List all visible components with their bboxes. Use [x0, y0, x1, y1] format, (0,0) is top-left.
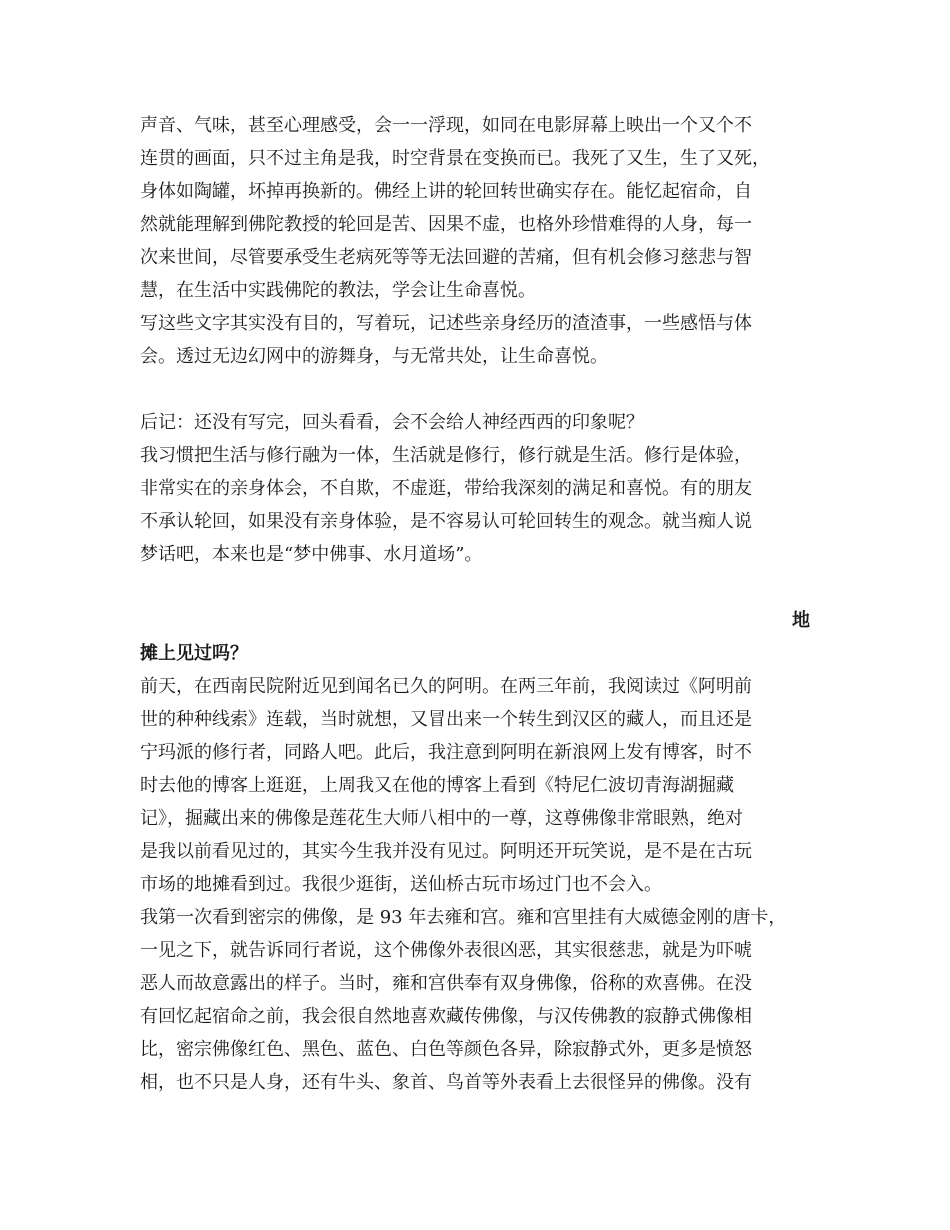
text-line: 宁玛派的修行者，同路人吧。此后，我注意到阿明在新浪网上发有博客，时不: [140, 742, 752, 763]
text-line: 有回忆起宿命之前，我会很自然地喜欢藏传佛像，与汉传佛教的寂静式佛像相: [140, 1006, 752, 1027]
text-line: 后记：还没有写完，回头看看，会不会给人神经西西的印象呢？: [140, 412, 644, 433]
text-line: 次来世间，尽管要承受生老病死等等无法回避的苦痛，但有机会修习慈悲与智: [140, 247, 752, 268]
text-line: 世的种种线索》连载，当时就想，又冒出来一个转生到汉区的藏人，而且还是: [140, 709, 752, 730]
text-line: 梦话吧，本来也是“梦中佛事、水月道场”。: [140, 544, 483, 565]
paragraph-writing-purpose: [140, 307, 810, 373]
blank-line: [140, 571, 810, 604]
text-line: 前天，在西南民院附近见到闻名已久的阿明。在两三年前，我阅读过《阿明前: [140, 676, 752, 697]
text-line: 非常实在的亲身体会，不自欺，不虚逛，带给我深刻的满足和喜悦。有的朋友: [140, 478, 752, 499]
text-line: 我第一次看到密宗的佛像，是 93 年去雍和宫。雍和宫里挂有大威德金刚的唐卡，: [140, 907, 787, 928]
text-line: 会。透过无边幻网中的游舞身，与无常共处，让生命喜悦。: [140, 346, 608, 367]
text-line: 连贯的画面，只不过主角是我，时空背景在变换而已。我死了又生，生了又死，: [140, 148, 770, 169]
document-body: [140, 109, 810, 1099]
text-line: 比，密宗佛像红色、黑色、蓝色、白色等颜色各异，除寂静式外，更多是愤怒: [140, 1039, 752, 1060]
paragraph-meeting-aming: [140, 670, 810, 901]
text-line: 身体如陶罐，坏掉再换新的。佛经上讲的轮回转世确实存在。能忆起宿命，自: [140, 181, 752, 202]
text-line: 不承认轮回，如果没有亲身体验，是不容易认可轮回转生的观念。就当痴人说: [140, 511, 752, 532]
blank-line: [140, 373, 810, 406]
text-line: 恶人而故意露出的样子。当时，雍和宫供奉有双身佛像，俗称的欢喜佛。在没: [140, 973, 752, 994]
text-line: 相，也不只是人身，还有牛头、象首、鸟首等外表看上去很怪异的佛像。没有: [140, 1072, 752, 1093]
paragraph-yonghe-temple: [140, 901, 810, 1099]
text-line: 声音、气味，甚至心理感受，会一一浮现，如同在电影屏幕上映出一个又个不: [140, 115, 752, 136]
paragraph-postscript: [140, 406, 810, 439]
text-line: 市场的地摊看到过。我很少逛街，送仙桥古玩市场过门也不会入。: [140, 874, 662, 895]
heading-line-2: 摊上见过吗？: [140, 643, 248, 664]
text-line: 我习惯把生活与修行融为一体，生活就是修行，修行就是生活。修行是体验，: [140, 445, 752, 466]
paragraph-practice: [140, 439, 810, 571]
text-line: 慧，在生活中实践佛陀的教法，学会让生命喜悦。: [140, 280, 536, 301]
heading-line-1: 地: [792, 610, 810, 631]
section-heading: [140, 604, 810, 670]
paragraph-rebirth-memory: [140, 109, 810, 307]
text-line: 时去他的博客上逛逛，上周我又在他的博客上看到《特尼仁波切青海湖掘藏: [140, 775, 734, 796]
text-line: 是我以前看见过的，其实今生我并没有见过。阿明还开玩笑说，是不是在古玩: [140, 841, 752, 862]
text-line: 然就能理解到佛陀教授的轮回是苦、因果不虚，也格外珍惜难得的人身，每一: [140, 214, 752, 235]
text-line: 记》，掘藏出来的佛像是莲花生大师八相中的一尊，这尊佛像非常眼熟，绝对: [140, 808, 743, 829]
text-line: 一见之下，就告诉同行者说，这个佛像外表很凶恶，其实很慈悲，就是为吓唬: [140, 940, 752, 961]
text-line: 写这些文字其实没有目的，写着玩，记述些亲身经历的渣渣事，一些感悟与体: [140, 313, 752, 334]
